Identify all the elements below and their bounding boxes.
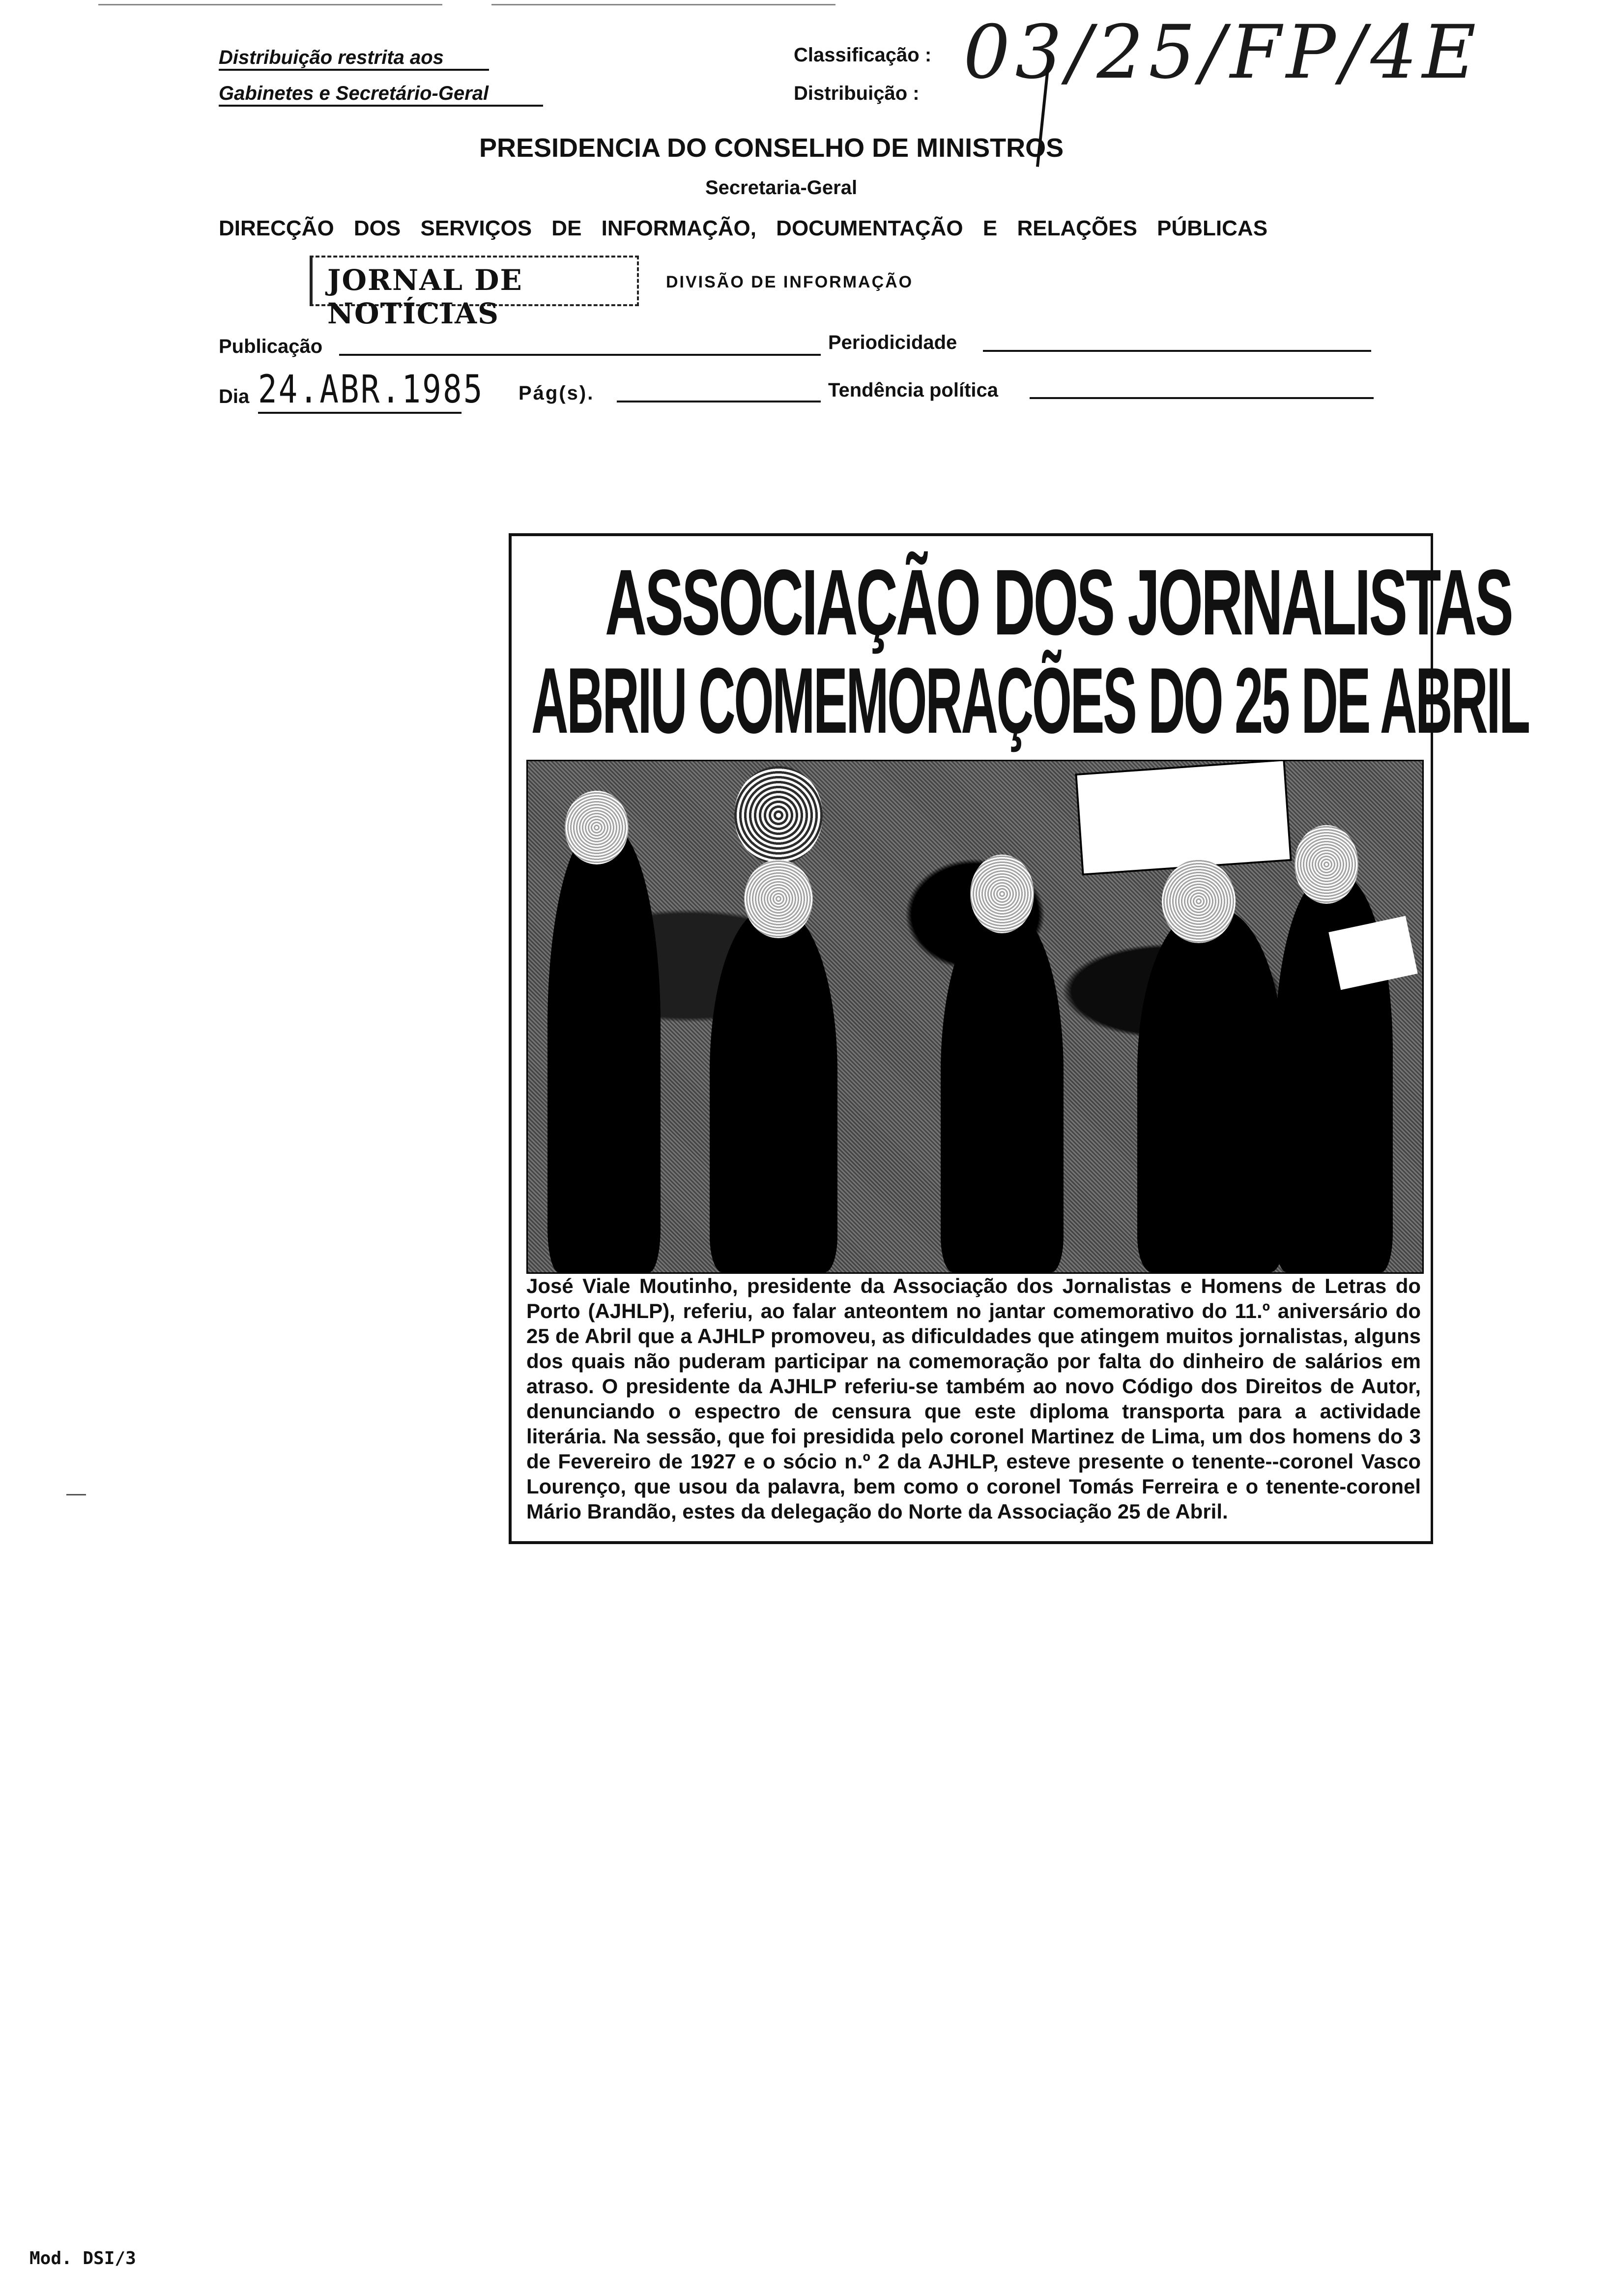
top-rule-left [98, 4, 442, 5]
event-photo [526, 760, 1424, 1274]
divisao-label: DIVISÃO DE INFORMAÇÃO [666, 273, 914, 291]
person-5-head [1295, 825, 1358, 904]
handwritten-code: 03/25/FP/4E [963, 10, 1481, 95]
person-3 [941, 909, 1064, 1272]
model-code: Mod. DSI/3 [29, 2248, 136, 2268]
dia-value: 24.ABR.1985 [258, 368, 461, 414]
secretaria-geral: Secretaria-Geral [705, 177, 858, 199]
headline-line-2: ABRIU COMEMORAÇÕES DO 25 DE ABRIL [531, 649, 1529, 753]
margin-mark [66, 1494, 86, 1495]
presidency-title: PRESIDENCIA DO CONSELHO DE MINISTROS [479, 133, 1064, 163]
dia-label: Dia [219, 386, 250, 407]
person-4-head [1162, 860, 1236, 943]
distribuicao-label: Distribuição : [794, 83, 920, 104]
periodicidade-label: Periodicidade [828, 332, 957, 353]
restricted-line-2: Gabinetes e Secretário-Geral [219, 83, 543, 107]
tendencia-label: Tendência política [828, 379, 998, 401]
banner [1075, 760, 1292, 876]
article-caption: José Viale Moutinho, presidente da Associação dos Jornalistas e Homens de Letras do Porto (AJHLP), referiu, ao falar anteontem no jantar comemorativo do 11.º aniversário do 25 de Abril que a AJHLP promoveu, as dificuldades que atingem muitos jornalistas, alguns dos quais não puderam participar na comemoração por falta do dinheiro de salários em atraso. O presidente da AJHLP referiu-se também ao novo Código dos Direitos de Autor, denunciando o espectro de censura que este diploma transporta para a actividade literária. Na sessão, que foi presidida pelo coronel Martinez de Lima, um dos homens do 3 de Fevereiro de 1927 e o sócio n.º 2 da AJHLP, esteve presente o tenente--coronel Vasco Lourenço, que usou da palavra, bem como o coronel Tomás Ferreira e o tenente-coronel Mário Brandão, estes da delegação do Norte da Associação 25 de Abril. [526, 1274, 1421, 1523]
pags-field [617, 401, 821, 402]
newspaper-clipping [509, 533, 1529, 1544]
classificacao-label: Classificação : [794, 44, 932, 66]
person-4 [1137, 909, 1285, 1272]
publicacao-field [339, 354, 821, 356]
person-3-head [970, 855, 1034, 933]
person-1-head [565, 791, 629, 864]
stamp-text: JORNAL DE NOTÍCIAS [327, 263, 523, 330]
tendencia-field [1030, 397, 1374, 399]
person-2-head [744, 860, 813, 938]
person-2 [710, 909, 837, 1272]
direccao-line: DIRECÇÃO DOS SERVIÇOS DE INFORMAÇÃO, DOCUMENTAÇÃO E RELAÇÕES PÚBLICAS [219, 216, 1268, 240]
top-rule-right [491, 4, 835, 5]
pags-label: Pág(s). [518, 382, 595, 404]
headline-line-1: ASSOCIAÇÃO DOS JORNALISTAS [605, 550, 1512, 655]
publicacao-label: Publicação [219, 336, 323, 357]
person-1 [547, 825, 661, 1272]
restricted-line-1: Distribuição restrita aos [219, 47, 489, 71]
newspaper-stamp [310, 256, 639, 330]
coat-of-arms [734, 766, 823, 864]
periodicidade-field [983, 350, 1371, 352]
